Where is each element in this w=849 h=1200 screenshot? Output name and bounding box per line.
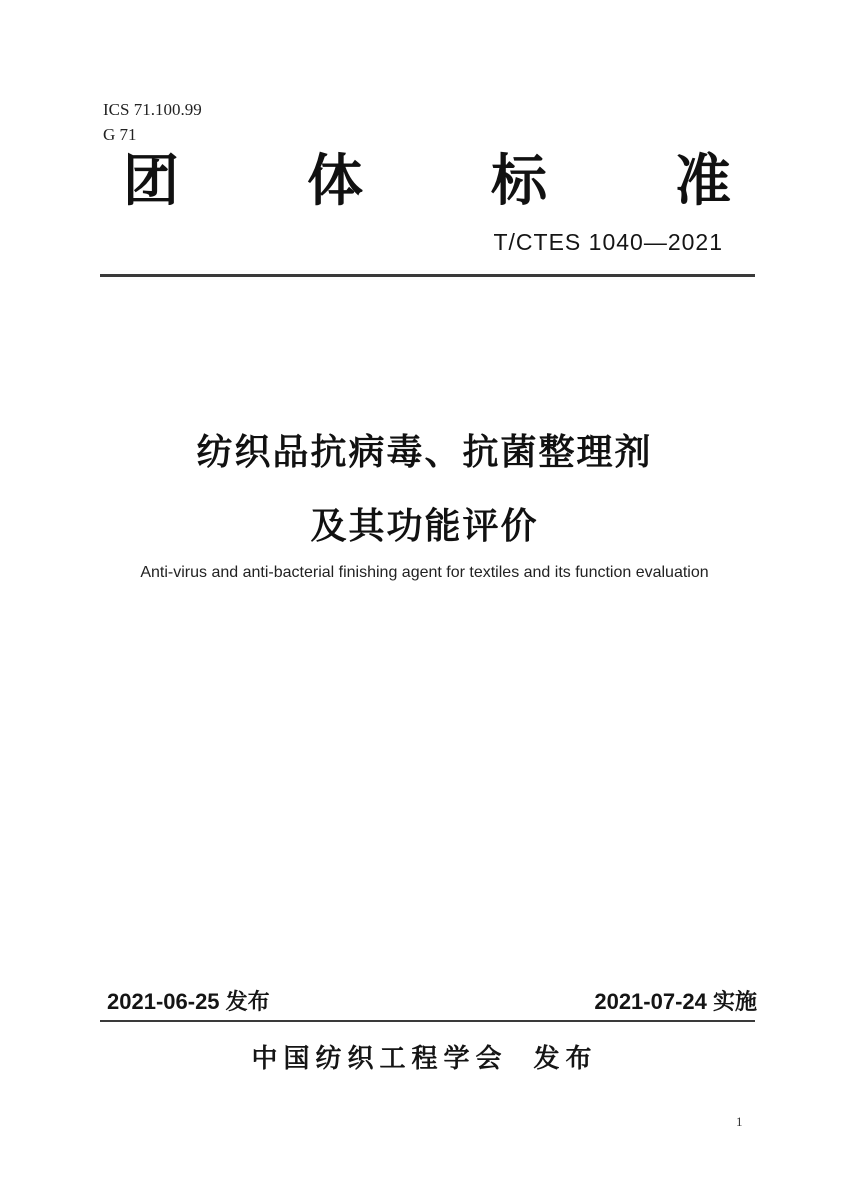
publisher-name: 中国纺织工程学会: [251, 1043, 508, 1073]
footer-divider-rule: [100, 1020, 755, 1022]
publish-label: 发布: [533, 1043, 598, 1073]
document-title-line2: 及其功能评价: [310, 505, 539, 546]
document-title-english: Anti-virus and anti-bacterial finishing agent for textiles and its function evaluation: [140, 564, 709, 581]
standard-number: T/CTES 1040—2021: [493, 229, 723, 255]
masthead-char: 体: [307, 149, 363, 212]
ics-code: ICS 71.100.99: [103, 100, 202, 119]
issue-date: 2021-06-25 发布: [107, 989, 270, 1014]
dates-row: [107, 985, 757, 1016]
standard-type-masthead: [123, 146, 731, 216]
publisher-line: [0, 1038, 849, 1075]
doc-class-code: G 71: [103, 125, 137, 144]
masthead-divider-rule: [100, 274, 755, 277]
masthead-char: 准: [675, 149, 731, 212]
masthead-char: 标: [491, 149, 547, 212]
classification-codes: [103, 97, 202, 147]
implementation-date: 2021-07-24 实施: [594, 989, 757, 1014]
masthead-char: 团: [123, 149, 179, 212]
document-title-line1: 纺织品抗病毒、抗菌整理剂: [196, 431, 653, 472]
page-number: 1: [736, 1114, 743, 1129]
